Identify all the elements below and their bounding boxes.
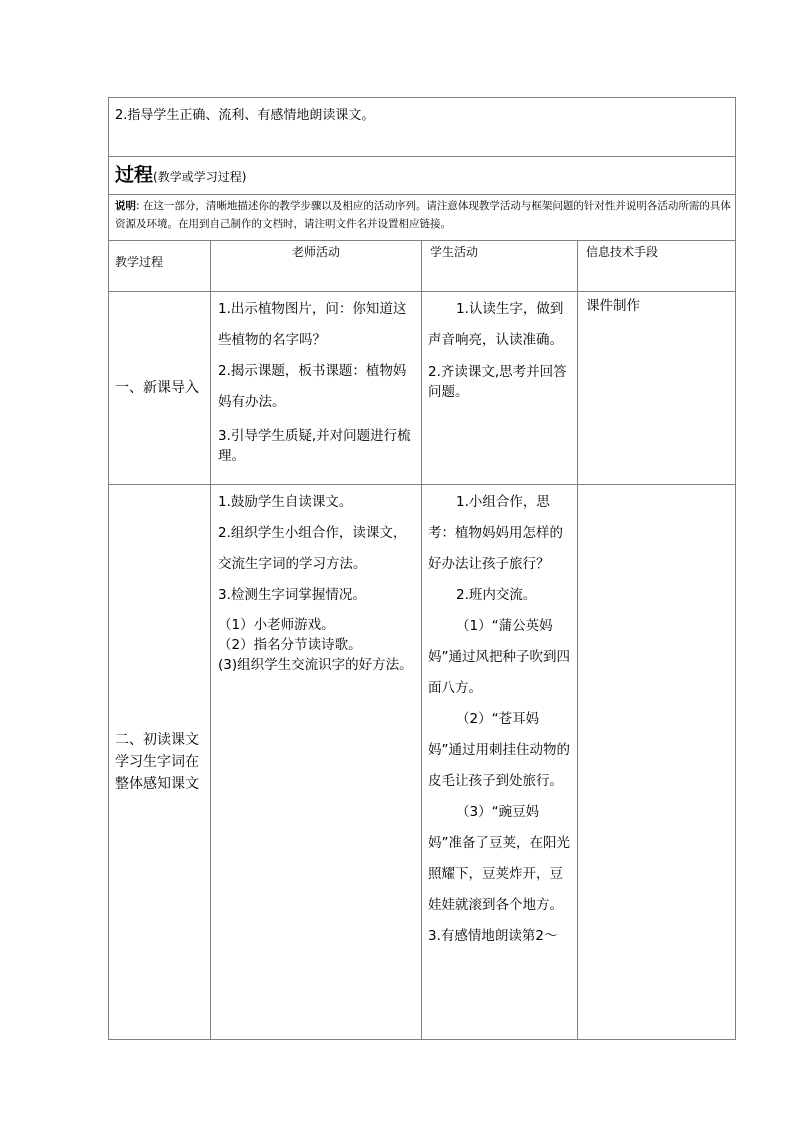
teacher-step: 3.引导学生质疑,并对问题进行梳理。 (218, 428, 411, 464)
student-step: （1）“蒲公英妈妈”通过风把种子吹到四面八方。 (428, 618, 570, 696)
stage-cell: 二、初读课文学习生字词在整体感知课文 (109, 485, 211, 1040)
teacher-step: 3.检测生字词掌握情况。 (218, 587, 366, 603)
teacher-step: 2.组织学生小组合作，读课文，交流生字词的学习方法。 (218, 525, 407, 572)
tech-cell (578, 485, 736, 1040)
objective-cell (109, 98, 736, 157)
tech-cell: 课件制作 (578, 292, 736, 485)
stage-cell: 一、新课导入 (109, 292, 211, 485)
lesson-plan-table (108, 97, 736, 1040)
process-title-cell (109, 157, 736, 195)
table-row (109, 485, 736, 1040)
student-step: 2.齐读课文,思考并回答问题。 (428, 364, 567, 400)
teacher-activity-cell (211, 485, 422, 1040)
teacher-step: 2.揭示课题，板书课题：植物妈妈有办法。 (218, 363, 407, 410)
process-subtitle: (教学或学习过程) (153, 170, 247, 184)
teacher-step: （2）指名分节读诗歌。 (218, 637, 362, 653)
student-step: 2.班内交流。 (456, 587, 537, 603)
teacher-step: 1.鼓励学生自读课文。 (218, 494, 353, 510)
student-activity-cell (422, 292, 578, 485)
student-step: 1.认读生字，做到声音响亮，认读准确。 (428, 301, 564, 348)
header-stage: 教学过程 (109, 241, 211, 292)
header-teacher: 老师活动 (211, 241, 422, 292)
teacher-step: （1）小老师游戏。 (218, 617, 335, 633)
student-activity-cell (422, 485, 578, 1040)
objective-text: 2.指导学生正确、流利、有感情地朗读课文。 (115, 108, 375, 123)
instruction-note-cell (109, 195, 736, 241)
table-header-row (109, 241, 736, 292)
table-row (109, 292, 736, 485)
header-tech: 信息技术手段 (578, 241, 736, 292)
student-step: （2）“苍耳妈妈”通过用刺挂住动物的皮毛让孩子到处旅行。 (428, 711, 570, 789)
process-title: 过程 (115, 164, 154, 186)
note-label: 说明 (115, 200, 136, 212)
student-step: 1.小组合作，思考：植物妈妈用怎样的好办法让孩子旅行？ (428, 494, 563, 572)
student-step: （3）“豌豆妈妈”准备了豆荚，在阳光照耀下，豆荚炸开，豆娃娃就滚到各个地方。 (428, 804, 570, 913)
lesson-plan-page (108, 97, 735, 1040)
teacher-step: 1.出示植物图片，问：你知道这些植物的名字吗？ (218, 301, 407, 348)
student-step: 3.有感情地朗读第2～ (428, 928, 558, 944)
teacher-activity-cell (211, 292, 422, 485)
note-text: : 在这一部分，清晰地描述你的教学步骤以及相应的活动序列。请注意体现教学活动与框架问题的针对性并说明各活动所需的具体资源及环境。在用到自己制作的文档时，请注明文件名并设置相应链接。 (115, 200, 731, 230)
teacher-step: (3)组织学生交流识字的好方法。 (218, 657, 413, 673)
header-student: 学生活动 (422, 241, 578, 292)
